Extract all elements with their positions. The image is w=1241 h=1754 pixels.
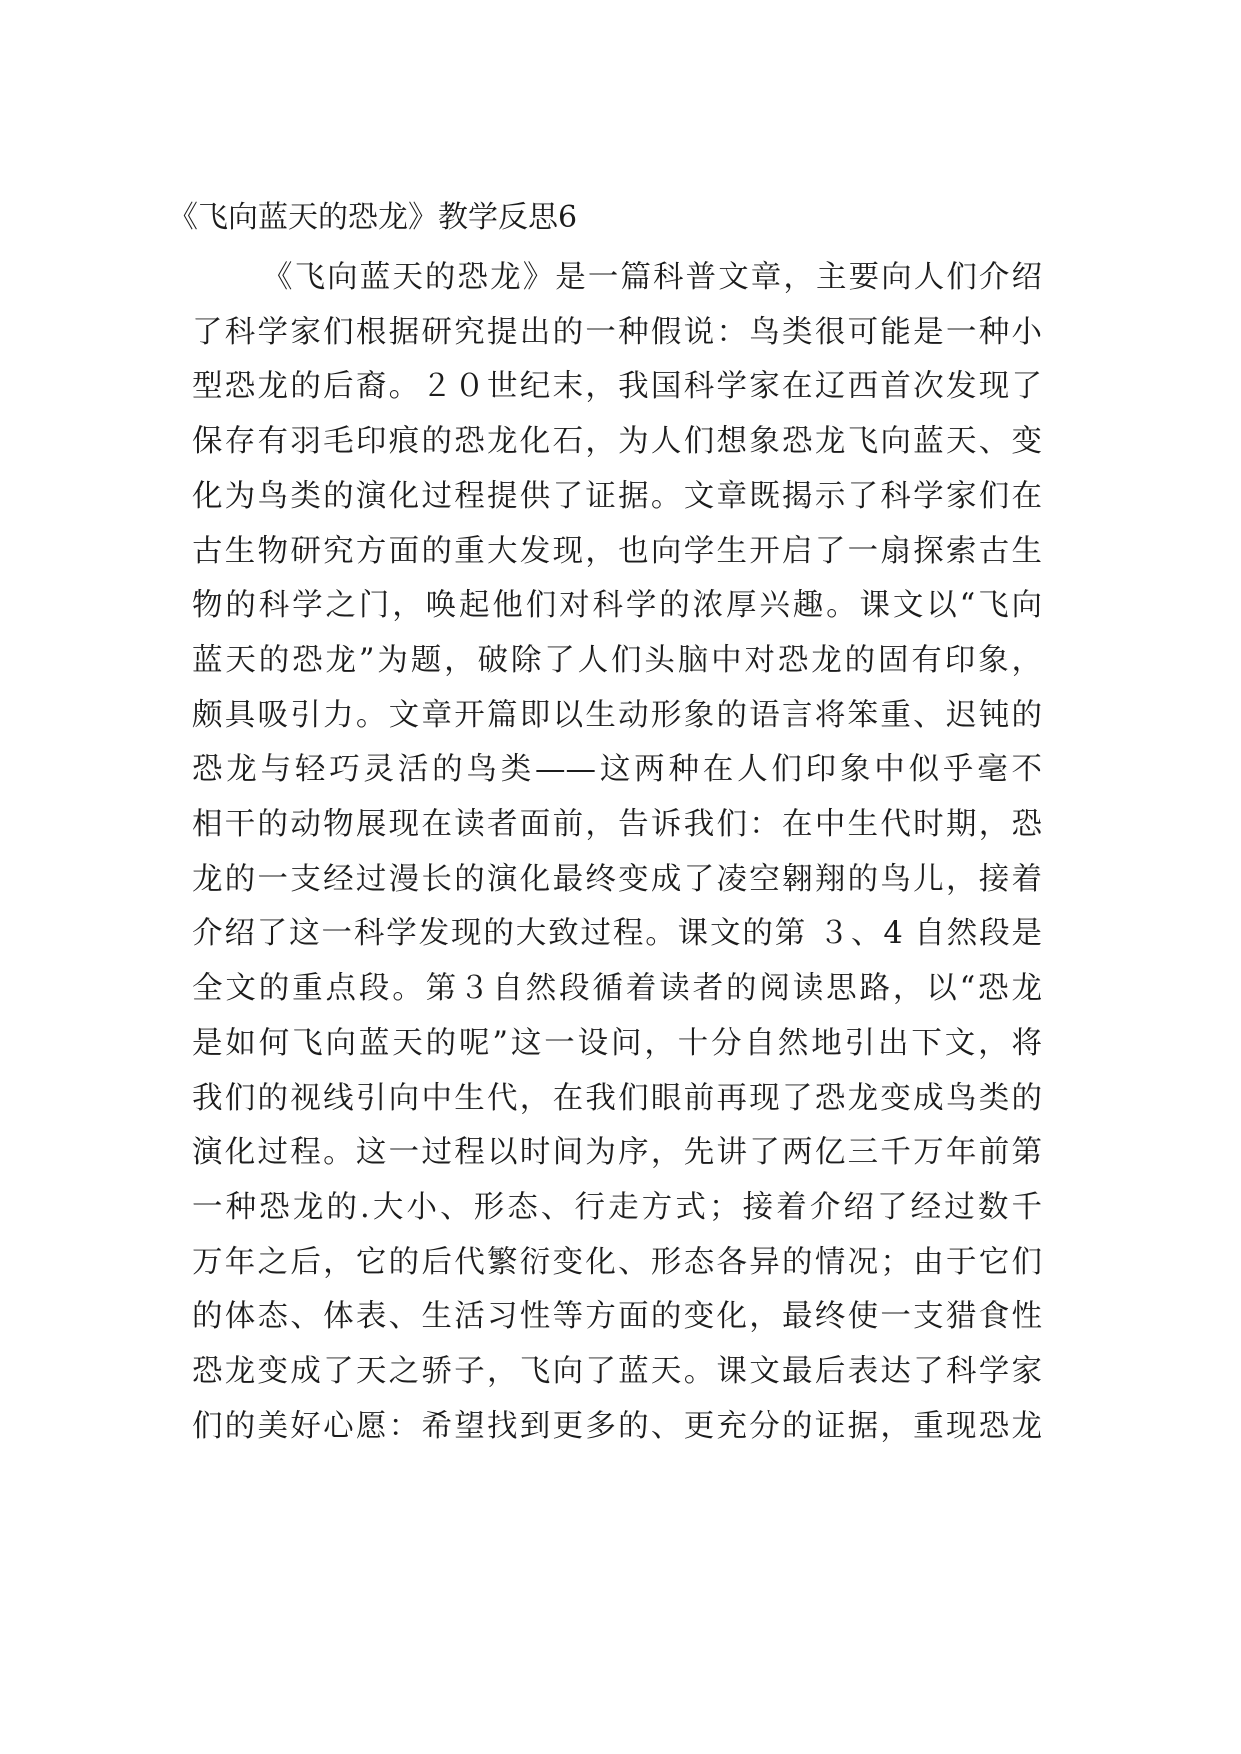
document-title: 《飞向蓝天的恐龙》教学反思6: [168, 200, 578, 235]
paragraph-line: 化为鸟类的演化过程提供了证据。文章既揭示了科学家们在: [192, 478, 1042, 514]
paragraph-line: 型恐龙的后裔。２０世纪末，我国科学家在辽西首次发现了: [192, 369, 1042, 405]
paragraph-line: 万年之后，它的后代繁衍变化、形态各异的情况；由于它们: [192, 1244, 1042, 1280]
paragraph-line: 恐龙变成了天之骄子，飞向了蓝天。课文最后表达了科学家: [192, 1354, 1042, 1389]
paragraph-line: 恐龙与轻巧灵活的鸟类——这两种在人们印象中似乎毫不: [192, 752, 1042, 788]
paragraph-line: 一种恐龙的.大小、形态、行走方式；接着介绍了经过数千: [192, 1189, 1042, 1225]
paragraph-line: 介绍了这一科学发现的大致过程。课文的第 ３、4 自然段是: [192, 916, 1042, 952]
paragraph-line: 龙的一支经过漫长的演化最终变成了凌空翱翔的鸟儿，接着: [192, 861, 1042, 897]
paragraph-line: 是如何飞向蓝天的呢”这一设问，十分自然地引出下文，将: [192, 1025, 1042, 1061]
paragraph-line: 物的科学之门，唤起他们对科学的浓厚兴趣。课文以“飞向: [192, 588, 1042, 624]
paragraph-line: 颇具吸引力。文章开篇即以生动形象的语言将笨重、迟钝的: [192, 697, 1042, 733]
paragraph-line: 古生物研究方面的重大发现，也向学生开启了一扇探索古生: [192, 533, 1042, 569]
paragraph-line: 我们的视线引向中生代，在我们眼前再现了恐龙变成鸟类的: [192, 1080, 1042, 1116]
paragraph-line: 演化过程。这一过程以时间为序，先讲了两亿三千万年前第: [192, 1135, 1042, 1171]
paragraph-line: 相干的动物展现在读者面前，告诉我们：在中生代时期，恐: [192, 807, 1042, 842]
paragraph-line: 保存有羽毛印痕的恐龙化石，为人们想象恐龙飞向蓝天、变: [192, 424, 1042, 460]
paragraph-line: 们的美好心愿：希望找到更多的、更充分的证据，重现恐龙: [192, 1408, 1042, 1444]
paragraph-line: 了科学家们根据研究提出的一种假说：鸟类很可能是一种小: [192, 314, 1042, 350]
paragraph-line: 的体态、体表、生活习性等方面的变化，最终使一支猎食性: [192, 1299, 1042, 1335]
paragraph-line: 蓝天的恐龙”为题，破除了人们头脑中对恐龙的固有印象，: [192, 642, 1042, 678]
paragraph-first-line: 《飞向蓝天的恐龙》是一篇科普文章，主要向人们介绍: [262, 260, 1042, 295]
paragraph-line: 全文的重点段。第３自然段循着读者的阅读思路，以“恐龙: [192, 971, 1042, 1007]
